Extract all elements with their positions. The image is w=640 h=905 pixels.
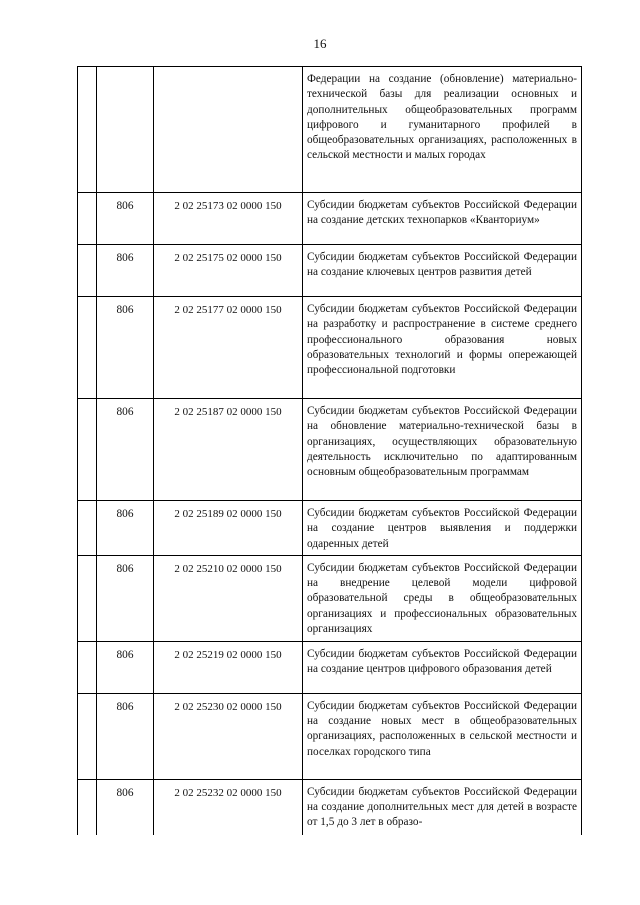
row-margin-cell bbox=[78, 555, 97, 641]
revenue-description-cell: Субсидии бюджетам субъектов Российской Федерации на разработку и распространение в системе среднего профессионального образования новых образовательных технологий и формы опережающей профессиональной подготовки bbox=[303, 297, 582, 399]
budget-classification-code-cell bbox=[154, 67, 303, 193]
table-row bbox=[78, 779, 582, 835]
budget-classification-code-cell: 2 02 25230 02 0000 150 bbox=[154, 693, 303, 779]
revenue-description-cell: Субсидии бюджетам субъектов Российской Федерации на создание центров выявления и поддержки одаренных детей bbox=[303, 501, 582, 556]
budget-classification-code-cell: 2 02 25219 02 0000 150 bbox=[154, 641, 303, 693]
admin-code-cell: 806 bbox=[97, 501, 154, 556]
row-margin-cell bbox=[78, 193, 97, 245]
table-row bbox=[78, 67, 582, 193]
budget-classification-code-cell: 2 02 25210 02 0000 150 bbox=[154, 555, 303, 641]
budget-classification-code-cell: 2 02 25232 02 0000 150 bbox=[154, 779, 303, 835]
admin-code-cell bbox=[97, 67, 154, 193]
admin-code-cell: 806 bbox=[97, 779, 154, 835]
row-margin-cell bbox=[78, 641, 97, 693]
table-row bbox=[78, 193, 582, 245]
admin-code-cell: 806 bbox=[97, 399, 154, 501]
revenue-description-cell: Субсидии бюджетам субъектов Российской Федерации на создание дополнительных мест для детей в возрасте от 1,5 до 3 лет в образо- bbox=[303, 779, 582, 835]
row-margin-cell bbox=[78, 297, 97, 399]
revenue-description-cell: Субсидии бюджетам субъектов Российской Федерации на создание новых мест в общеобразовательных организациях, расположенных в сельской местности и поселках городского типа bbox=[303, 693, 582, 779]
revenue-description-cell: Субсидии бюджетам субъектов Российской Федерации на создание ключевых центров развития детей bbox=[303, 245, 582, 297]
table-row bbox=[78, 245, 582, 297]
admin-code-cell: 806 bbox=[97, 555, 154, 641]
revenue-description-cell: Субсидии бюджетам субъектов Российской Федерации на создание центров цифрового образования детей bbox=[303, 641, 582, 693]
page-number: 16 bbox=[313, 36, 327, 51]
admin-code-cell: 806 bbox=[97, 245, 154, 297]
row-margin-cell bbox=[78, 779, 97, 835]
row-margin-cell bbox=[78, 245, 97, 297]
table-row bbox=[78, 399, 582, 501]
row-margin-cell bbox=[78, 67, 97, 193]
row-margin-cell bbox=[78, 501, 97, 556]
budget-classification-code-cell: 2 02 25189 02 0000 150 bbox=[154, 501, 303, 556]
revenue-description-cell: Субсидии бюджетам субъектов Российской Федерации на внедрение целевой модели цифровой образовательной среды в общеобразовательных организациях и профессиональных образовательных организациях bbox=[303, 555, 582, 641]
table-body bbox=[78, 67, 582, 836]
admin-code-cell: 806 bbox=[97, 693, 154, 779]
budget-classification-code-cell: 2 02 25173 02 0000 150 bbox=[154, 193, 303, 245]
row-margin-cell bbox=[78, 399, 97, 501]
budget-classification-code-cell: 2 02 25175 02 0000 150 bbox=[154, 245, 303, 297]
revenue-description-cell: Субсидии бюджетам субъектов Российской Федерации на обновление материально-технической базы в организациях, осуществляющих образовательную деятельность исключительно по адаптированным основным общеобразовательным программам bbox=[303, 399, 582, 501]
budget-codes-table bbox=[77, 66, 582, 835]
table-row bbox=[78, 555, 582, 641]
admin-code-cell: 806 bbox=[97, 297, 154, 399]
table-row bbox=[78, 693, 582, 779]
table-row bbox=[78, 297, 582, 399]
table-row bbox=[78, 641, 582, 693]
table-row bbox=[78, 501, 582, 556]
budget-classification-code-cell: 2 02 25187 02 0000 150 bbox=[154, 399, 303, 501]
row-margin-cell bbox=[78, 693, 97, 779]
admin-code-cell: 806 bbox=[97, 641, 154, 693]
revenue-description-cell: Федерации на создание (обновление) материально-технической базы для реализации основных и дополнительных общеобразовательных программ цифрового и гуманитарного профилей в общеобразовательных организациях, расположенных в сельской местности и малых городах bbox=[303, 67, 582, 193]
admin-code-cell: 806 bbox=[97, 193, 154, 245]
budget-classification-code-cell: 2 02 25177 02 0000 150 bbox=[154, 297, 303, 399]
revenue-description-cell: Субсидии бюджетам субъектов Российской Федерации на создание детских технопарков «Кванториум» bbox=[303, 193, 582, 245]
